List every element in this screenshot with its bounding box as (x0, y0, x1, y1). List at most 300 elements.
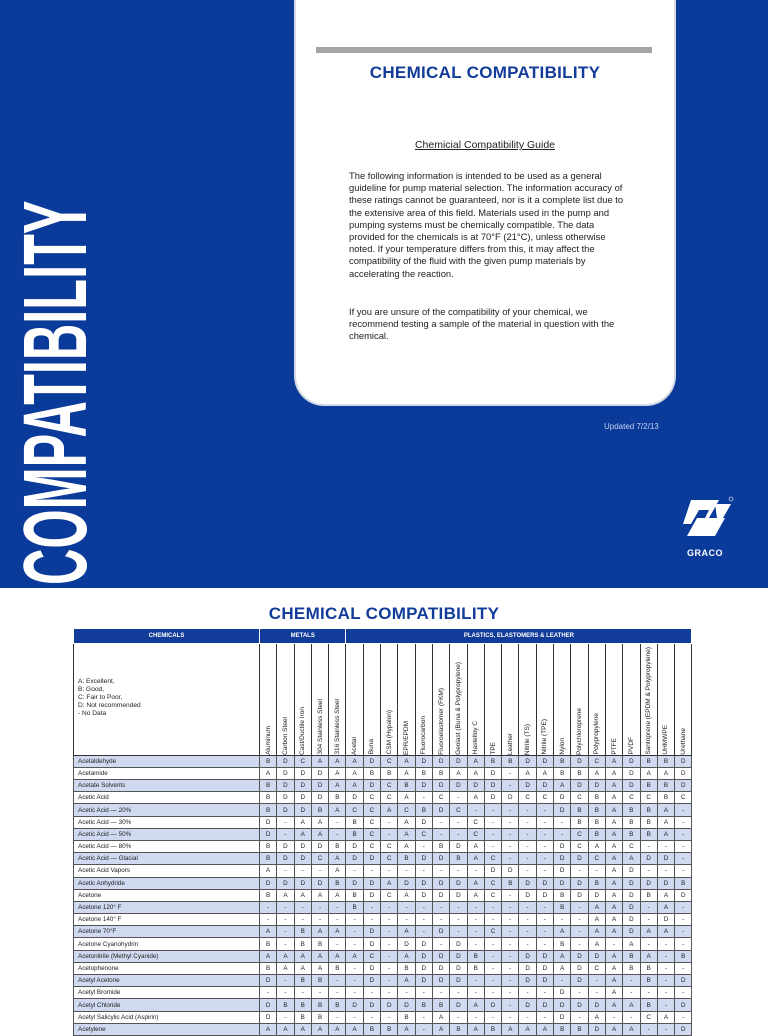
rating-cell: - (450, 987, 467, 999)
chemical-name: Acetic Acid (74, 792, 260, 804)
rating-cell: A (605, 840, 622, 852)
rating-cell: B (554, 938, 571, 950)
rating-cell: - (588, 975, 605, 987)
rating-cell: A (346, 780, 363, 792)
rating-cell: - (519, 914, 536, 926)
rating-cell: - (623, 987, 640, 999)
rating-cell: - (657, 865, 674, 877)
rating-cell: D (450, 877, 467, 889)
rating-cell: - (484, 938, 501, 950)
rating-cell: - (675, 987, 692, 999)
column-header (432, 644, 449, 756)
table-row (74, 962, 692, 974)
rating-cell: D (415, 853, 432, 865)
rating-cell: - (571, 987, 588, 999)
rating-cell: D (519, 877, 536, 889)
rating-cell: B (329, 877, 346, 889)
column-header (311, 644, 328, 756)
rating-cell: D (536, 999, 553, 1011)
rating-cell: - (415, 926, 432, 938)
rating-cell: - (311, 901, 328, 913)
rating-cell: - (502, 975, 519, 987)
rating-cell: D (381, 999, 398, 1011)
rating-cell: - (329, 914, 346, 926)
rating-cell: - (657, 987, 674, 999)
rating-cell: - (571, 901, 588, 913)
rating-cell: A (536, 767, 553, 779)
rating-cell: D (450, 975, 467, 987)
rating-cell: - (502, 962, 519, 974)
rating-cell: B (294, 926, 311, 938)
rating-cell: A (260, 767, 277, 779)
rating-cell: A (311, 1023, 328, 1035)
rating-cell: D (346, 877, 363, 889)
rating-cell: A (432, 1011, 449, 1023)
rating-cell: A (605, 792, 622, 804)
rating-cell: D (502, 792, 519, 804)
rating-cell: - (329, 828, 346, 840)
rating-cell: D (484, 999, 501, 1011)
rating-cell: A (398, 767, 415, 779)
rating-cell: D (363, 975, 380, 987)
rating-cell: D (554, 792, 571, 804)
rating-cell: - (363, 901, 380, 913)
rating-cell: - (519, 853, 536, 865)
rating-cell: - (467, 914, 484, 926)
rating-cell: B (571, 1023, 588, 1035)
chemical-name: Acetone 70°F (74, 926, 260, 938)
rating-cell: A (346, 950, 363, 962)
table-row (74, 840, 692, 852)
rating-cell: D (588, 780, 605, 792)
rating-cell: - (536, 865, 553, 877)
rating-cell: B (450, 1023, 467, 1035)
rating-cell: A (329, 1023, 346, 1035)
rating-cell: D (675, 767, 692, 779)
rating-cell: A (623, 853, 640, 865)
rating-cell: - (571, 1011, 588, 1023)
rating-cell: - (484, 804, 501, 816)
table-row (74, 975, 692, 987)
rating-cell: A (450, 767, 467, 779)
rating-cell: C (623, 840, 640, 852)
rating-cell: B (294, 999, 311, 1011)
rating-cell: B (467, 962, 484, 974)
rating-cell: - (484, 962, 501, 974)
rating-cell: D (346, 792, 363, 804)
rating-cell: - (398, 987, 415, 999)
rating-cell: D (363, 962, 380, 974)
rating-cell: A (588, 767, 605, 779)
rating-cell: B (450, 853, 467, 865)
rating-cell: - (675, 901, 692, 913)
rating-cell: - (329, 1011, 346, 1023)
column-header (657, 644, 674, 756)
rating-cell: D (623, 865, 640, 877)
rating-cell: - (294, 914, 311, 926)
rating-cell: - (571, 926, 588, 938)
column-header-label: PVDF (627, 737, 635, 755)
rating-cell: - (415, 865, 432, 877)
rating-cell: - (657, 1023, 674, 1035)
rating-cell: D (363, 853, 380, 865)
rating-cell: C (588, 755, 605, 767)
rating-cell: D (657, 853, 674, 865)
rating-cell: - (502, 780, 519, 792)
column-header-label: Leather (506, 732, 514, 755)
rating-cell: B (277, 999, 294, 1011)
rating-cell: - (260, 914, 277, 926)
table-row (74, 853, 692, 865)
rating-cell: A (311, 828, 328, 840)
chemical-name: Acetic Acid — Glacial (74, 853, 260, 865)
rating-cell: - (502, 840, 519, 852)
rating-cell: - (536, 914, 553, 926)
rating-cell: C (484, 877, 501, 889)
rating-cell: B (640, 755, 657, 767)
legend-line: A: Excellent, (78, 677, 115, 685)
column-header-label: Aluminum (264, 725, 272, 755)
rating-cell: B (329, 840, 346, 852)
table-row (74, 828, 692, 840)
column-header-label: 304 Stainless Steel (316, 699, 324, 755)
rating-cell: C (571, 792, 588, 804)
rating-cell: D (277, 792, 294, 804)
rating-cell: - (675, 828, 692, 840)
rating-cell: B (571, 816, 588, 828)
rating-cell: A (467, 767, 484, 779)
rating-cell: - (277, 901, 294, 913)
rating-cell: - (381, 950, 398, 962)
rating-cell: - (346, 987, 363, 999)
rating-cell: - (311, 865, 328, 877)
rating-cell: D (519, 889, 536, 901)
rating-cell: A (554, 962, 571, 974)
rating-cell: D (277, 780, 294, 792)
rating-cell: D (484, 767, 501, 779)
rating-cell: B (588, 804, 605, 816)
rating-cell: - (432, 901, 449, 913)
column-header-label: Polychloroprene (575, 707, 583, 755)
rating-cell: A (398, 950, 415, 962)
rating-cell: A (467, 889, 484, 901)
chemical-name: Acetyl Chloride (74, 999, 260, 1011)
rating-cell: A (260, 1023, 277, 1035)
rating-cell: C (363, 792, 380, 804)
rating-cell: D (623, 767, 640, 779)
rating-cell: C (571, 828, 588, 840)
group-header-chemicals: CHEMICALS (74, 629, 260, 644)
rating-cell: - (519, 816, 536, 828)
rating-cell: A (605, 780, 622, 792)
rating-cell: B (657, 755, 674, 767)
rating-cell: - (277, 975, 294, 987)
rating-cell: A (605, 1023, 622, 1035)
rating-cell: D (432, 950, 449, 962)
rating-cell: A (605, 999, 622, 1011)
rating-cell: A (605, 889, 622, 901)
graco-logo-icon (675, 496, 735, 548)
rating-cell: D (571, 877, 588, 889)
chemical-name: Acetic Acid — 30% (74, 816, 260, 828)
rating-cell: D (432, 877, 449, 889)
rating-cell: A (329, 853, 346, 865)
rating-cell: B (484, 1023, 501, 1035)
rating-cell: - (519, 804, 536, 816)
rating-cell: D (450, 950, 467, 962)
rating-cell: - (277, 1011, 294, 1023)
rating-cell: A (605, 901, 622, 913)
rating-cell: A (398, 1023, 415, 1035)
rating-cell: - (277, 816, 294, 828)
column-header-label: Nitrile (TPE) (541, 719, 549, 755)
rating-cell: D (588, 999, 605, 1011)
rating-cell: D (363, 780, 380, 792)
rating-cell: B (640, 828, 657, 840)
rating-cell: D (450, 889, 467, 901)
rating-cell: D (623, 926, 640, 938)
column-header-row (74, 644, 692, 756)
rating-cell: - (363, 914, 380, 926)
rating-cell: A (657, 889, 674, 901)
rating-cell: A (554, 950, 571, 962)
rating-cell: A (657, 828, 674, 840)
rating-cell: D (363, 999, 380, 1011)
rating-cell: D (363, 926, 380, 938)
rating-cell: - (657, 938, 674, 950)
rating-cell: D (415, 877, 432, 889)
rating-cell: A (605, 853, 622, 865)
rating-cell: D (294, 840, 311, 852)
rating-cell: D (484, 780, 501, 792)
rating-cell: A (294, 1023, 311, 1035)
rating-cell: D (536, 962, 553, 974)
rating-cell: C (675, 792, 692, 804)
rating-cell: A (467, 999, 484, 1011)
rating-cell: - (346, 865, 363, 877)
table-row (74, 792, 692, 804)
rating-cell: - (432, 987, 449, 999)
rating-cell: A (329, 755, 346, 767)
rating-cell: D (588, 889, 605, 901)
chemical-name: Acetic Anhydride (74, 877, 260, 889)
rating-cell: - (432, 914, 449, 926)
chemical-name: Acetone 120° F (74, 901, 260, 913)
rating-cell: - (381, 987, 398, 999)
rating-cell: B (554, 1023, 571, 1035)
rating-cell: D (415, 962, 432, 974)
rating-cell: C (381, 840, 398, 852)
rating-cell: - (329, 816, 346, 828)
rating-cell: - (519, 926, 536, 938)
rating-cell: D (571, 950, 588, 962)
rating-cell: - (675, 926, 692, 938)
rating-cell: - (484, 1011, 501, 1023)
rating-cell: D (346, 853, 363, 865)
rating-cell: - (277, 828, 294, 840)
rating-cell: A (605, 816, 622, 828)
rating-cell: - (502, 1011, 519, 1023)
rating-cell: B (640, 816, 657, 828)
rating-cell: - (346, 975, 363, 987)
rating-cell: A (277, 950, 294, 962)
rating-cell: - (398, 914, 415, 926)
rating-cell: D (432, 889, 449, 901)
column-header-label: PTFE (610, 738, 618, 755)
column-header-label: Polypropylene (593, 713, 601, 755)
rating-cell: - (519, 865, 536, 877)
rating-cell: D (519, 950, 536, 962)
card-paragraph-1: The following information is intended to be used as a general guideline for pump material selection. The information accuracy of these ratings cannot be guaranteed, nor is it a complete list due to the extensive area of this field. Materials used in the pump and pumping systems must be chemically compatible. The data provided for the chemicals is at 70°F (21°C), unless otherwise noted. If your temperature differs from this, it may affect the compatibility of the fluid with the given pump materials by accelerating the reaction. (349, 170, 624, 279)
rating-cell: - (502, 926, 519, 938)
rating-cell: D (260, 1011, 277, 1023)
rating-cell: - (640, 901, 657, 913)
rating-cell: A (519, 767, 536, 779)
rating-cell: - (381, 938, 398, 950)
rating-cell: D (311, 780, 328, 792)
rating-cell: D (294, 780, 311, 792)
rating-cell: D (571, 999, 588, 1011)
table-row (74, 804, 692, 816)
rating-cell: D (432, 780, 449, 792)
rating-cell: D (450, 780, 467, 792)
rating-cell: - (398, 865, 415, 877)
rating-cell: A (311, 816, 328, 828)
rating-cell: C (346, 804, 363, 816)
rating-cell: - (640, 987, 657, 999)
rating-cell: D (260, 816, 277, 828)
rating-cell: D (415, 950, 432, 962)
rating-cell: A (588, 840, 605, 852)
table-row (74, 938, 692, 950)
rating-cell: D (277, 755, 294, 767)
rating-cell: A (554, 780, 571, 792)
chemical-name: Acetyl Bromide (74, 987, 260, 999)
rating-cell: - (657, 962, 674, 974)
rating-cell: B (623, 828, 640, 840)
rating-cell: - (432, 828, 449, 840)
rating-cell: D (415, 938, 432, 950)
rating-cell: A (329, 950, 346, 962)
rating-cell: B (346, 816, 363, 828)
rating-cell: - (502, 914, 519, 926)
rating-cell: D (450, 999, 467, 1011)
rating-cell: - (536, 926, 553, 938)
rating-cell: D (571, 975, 588, 987)
rating-cell: D (536, 780, 553, 792)
rating-cell: D (450, 938, 467, 950)
rating-cell: B (311, 938, 328, 950)
rating-cell: A (329, 767, 346, 779)
rating-cell: A (467, 840, 484, 852)
column-header (260, 644, 277, 756)
rating-cell: D (623, 780, 640, 792)
rating-cell: D (623, 755, 640, 767)
rating-cell: B (260, 804, 277, 816)
rating-cell: - (450, 865, 467, 877)
rating-cell: B (260, 792, 277, 804)
column-header-label: Fluoroelastomer (FKM) (437, 687, 445, 755)
chemical-name: Acetyl Acetone (74, 975, 260, 987)
rating-cell: A (398, 816, 415, 828)
chemical-name: Acetophenone (74, 962, 260, 974)
rating-cell: - (640, 1023, 657, 1035)
rating-cell: - (415, 840, 432, 852)
rating-cell: - (640, 840, 657, 852)
rating-cell: - (381, 1011, 398, 1023)
rating-cell: B (432, 840, 449, 852)
rating-cell: - (588, 987, 605, 999)
rating-cell: B (675, 877, 692, 889)
legend-line: D: Not recommended (78, 701, 141, 709)
rating-cell: D (554, 853, 571, 865)
rating-cell: D (277, 853, 294, 865)
column-header (363, 644, 380, 756)
rating-cell: - (346, 962, 363, 974)
rating-cell: - (623, 1011, 640, 1023)
rating-cell: - (519, 840, 536, 852)
rating-cell: A (346, 1023, 363, 1035)
rating-cell: - (277, 926, 294, 938)
rating-cell: D (415, 780, 432, 792)
table-row (74, 865, 692, 877)
rating-cell: - (415, 901, 432, 913)
table-row (74, 914, 692, 926)
rating-cell: D (398, 877, 415, 889)
rating-cell: - (363, 865, 380, 877)
rating-cell: D (554, 987, 571, 999)
column-header (588, 644, 605, 756)
rating-cell: A (381, 804, 398, 816)
rating-cell: D (675, 999, 692, 1011)
rating-cell: - (467, 987, 484, 999)
column-header (346, 644, 363, 756)
rating-cell: D (294, 792, 311, 804)
rating-cell: D (519, 962, 536, 974)
column-header-label: 316 Stainless Steel (333, 699, 341, 755)
rating-cell: - (605, 938, 622, 950)
rating-cell: C (467, 816, 484, 828)
rating-cell: B (311, 999, 328, 1011)
rating-cell: B (554, 755, 571, 767)
rating-cell: D (346, 840, 363, 852)
chemical-name: Acetic Acid Vapors (74, 865, 260, 877)
rating-cell: D (467, 780, 484, 792)
rating-cell: D (623, 877, 640, 889)
rating-cell: A (311, 962, 328, 974)
table-row (74, 926, 692, 938)
chemical-name: Acetylene (74, 1023, 260, 1035)
column-header-label: Acetal (351, 736, 359, 755)
rating-cell: B (294, 938, 311, 950)
rating-cell: C (467, 828, 484, 840)
chemical-name: Acetic Acid — 50% (74, 828, 260, 840)
rating-cell: D (554, 1011, 571, 1023)
rating-cell: D (675, 975, 692, 987)
card-divider (316, 47, 652, 53)
rating-cell: A (588, 926, 605, 938)
rating-cell: - (657, 975, 674, 987)
rating-cell: A (260, 926, 277, 938)
rating-cell: B (363, 1023, 380, 1035)
table-row (74, 877, 692, 889)
rating-cell: D (484, 865, 501, 877)
rating-cell: B (623, 816, 640, 828)
rating-cell: - (554, 975, 571, 987)
rating-cell: B (260, 840, 277, 852)
rating-cell: - (536, 828, 553, 840)
column-header-label: Cast/Ductile Iron (299, 706, 307, 755)
